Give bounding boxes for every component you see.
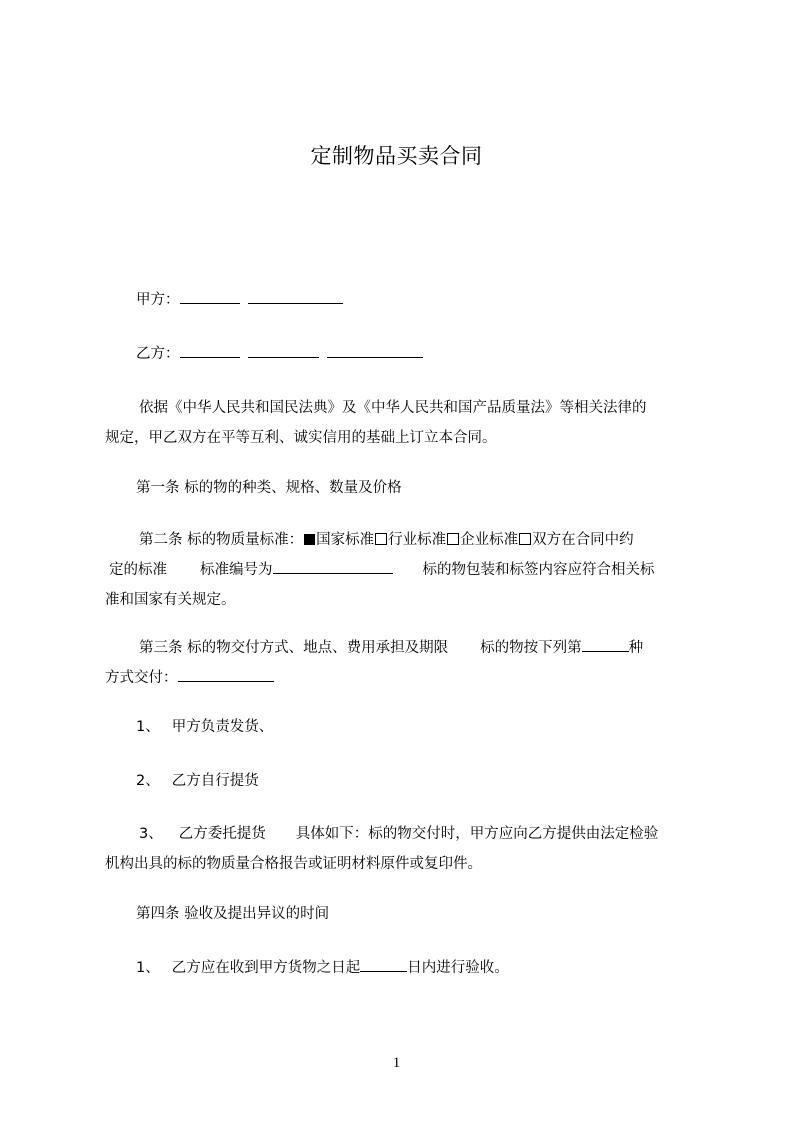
delivery-option-3-line-2: 机构出具的标的物质量合格报告或证明材料原件或复印件。: [105, 856, 482, 872]
delivery-option-3-text-b: 具体如下：标的物交付时，甲方应向乙方提供由法定检验: [295, 826, 659, 842]
article-3-line-1b: 标的物按下列第: [480, 640, 582, 656]
article-2-line-2b: 标准编号为: [200, 562, 273, 578]
article-3-line-1c: 种: [628, 640, 644, 656]
delivery-option-1-text: 甲方负责发货、: [171, 719, 274, 735]
delivery-option-blank[interactable]: [582, 637, 629, 652]
article-2-line-2a: 定的标准: [109, 562, 167, 578]
delivery-option-1: [136, 716, 702, 738]
checkbox-industry-standard[interactable]: [375, 533, 387, 545]
party-a-blank-1[interactable]: [180, 289, 240, 304]
article-2-line-3: 准和国家有关规定。: [105, 592, 236, 608]
article-2-opt-agreed: 双方在合同中约: [532, 532, 634, 548]
article-2-opt-industry: 行业标准: [388, 532, 447, 548]
article-2-opt-enterprise: 企业标准: [460, 532, 519, 548]
article-3-paragraph: [105, 633, 703, 693]
article-2-paragraph: [105, 525, 703, 615]
party-b-label: 乙方：: [136, 346, 180, 362]
delivery-option-3-num: 3、: [139, 826, 163, 842]
delivery-option-3: [105, 819, 703, 879]
article-3-line-2: 方式交付：: [105, 670, 178, 686]
article-4-item-1-text-b: 日内进行验收。: [407, 960, 509, 976]
intro-line-1: 依据《中华人民共和国民法典》及《中华人民共和国产品质量法》等相关法律的: [139, 400, 647, 416]
party-a-label: 甲方：: [136, 292, 180, 308]
article-2-opt-national: 国家标准: [316, 532, 375, 548]
party-b-blank-3[interactable]: [327, 343, 423, 358]
party-b-line: [136, 343, 702, 365]
article-4-item-1-text-a: 乙方应在收到甲方货物之日起: [171, 960, 361, 976]
article-4-item-1-num: 1、: [136, 960, 160, 976]
delivery-option-2: [136, 770, 702, 792]
article-2-prefix: 第二条 标的物质量标准：: [139, 532, 304, 548]
checkbox-enterprise-standard[interactable]: [447, 533, 459, 545]
checkbox-agreed-standard[interactable]: [519, 533, 531, 545]
article-4-heading: 第四条 验收及提出异议的时间: [136, 906, 330, 922]
checkbox-national-standard-checked[interactable]: [304, 534, 315, 545]
delivery-option-3-text-a: 乙方委托提货: [178, 826, 266, 842]
delivery-method-blank[interactable]: [178, 667, 274, 682]
delivery-option-2-num: 2、: [136, 773, 160, 789]
page-number: 1: [392, 1055, 401, 1071]
delivery-option-1-num: 1、: [136, 719, 160, 735]
standard-number-blank[interactable]: [273, 559, 393, 574]
inspection-days-blank[interactable]: [360, 957, 407, 972]
party-b-blank-1[interactable]: [180, 343, 240, 358]
intro-line-2: 规定，甲乙双方在平等互利、诚实信用的基础上订立本合同。: [105, 430, 497, 446]
intro-paragraph: [105, 393, 703, 453]
party-a-blank-2[interactable]: [248, 289, 343, 304]
party-a-line: [136, 289, 702, 311]
article-3-line-1a: 第三条 标的物交付方式、地点、费用承担及期限: [139, 640, 449, 656]
party-b-blank-2[interactable]: [248, 343, 319, 358]
delivery-option-2-text: 乙方自行提货: [171, 773, 259, 789]
document-title: 定制物品买卖合同: [310, 144, 483, 168]
article-4-item-1: [136, 957, 702, 979]
article-1-heading: 第一条 标的物的种类、规格、数量及价格: [136, 480, 402, 496]
article-2-line-2c: 标的物包装和标签内容应符合相关标: [422, 562, 655, 578]
